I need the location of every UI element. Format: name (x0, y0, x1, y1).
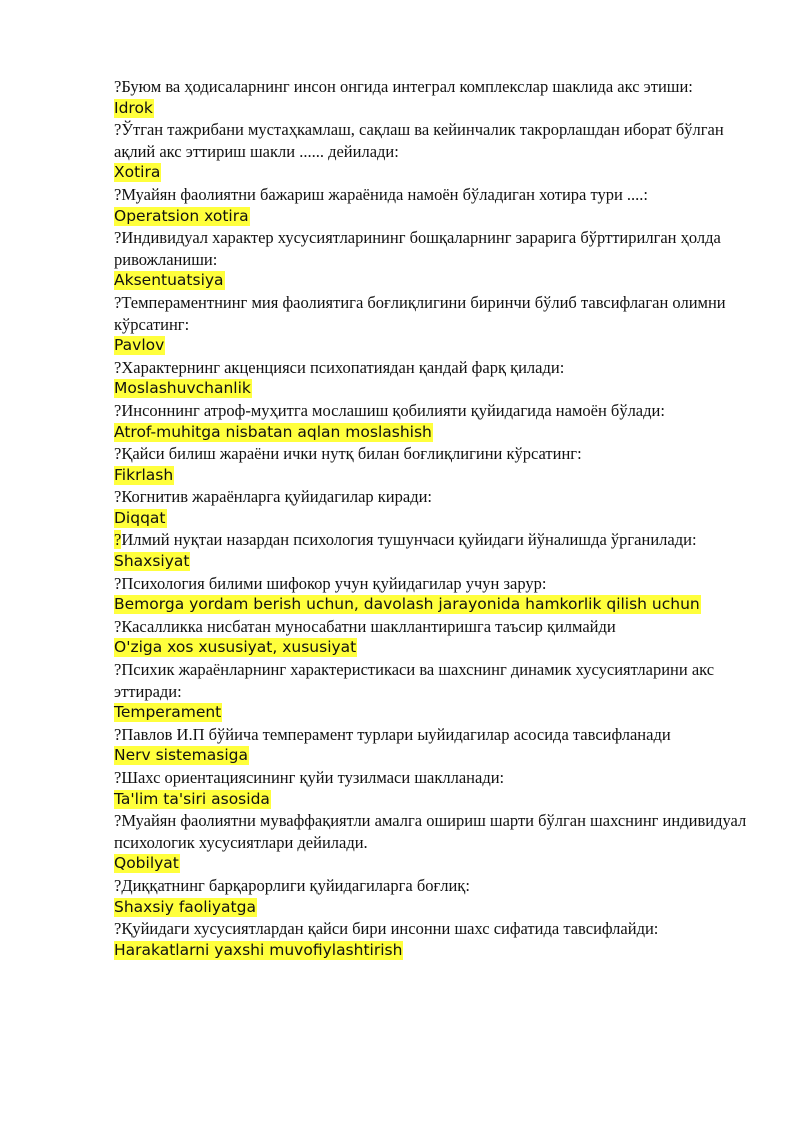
qa-item-17 (114, 875, 764, 918)
answer-highlight: Idrok (114, 98, 153, 117)
qa-item-4 (114, 227, 764, 292)
qa-item-8 (114, 443, 764, 486)
answer-highlight: Atrof-muhitga nisbatan aqlan moslashish (114, 422, 432, 441)
question-text-body: Илмий нуқтаи назардан психология тушунчаси қуйидаги йўналишда ўрганилади: (121, 530, 697, 550)
qa-item-2 (114, 119, 764, 184)
question-text: ?Қуйидаги хусусиятлардан қайси бири инсонни шахс сифатида тавсифлайди: (114, 919, 659, 939)
question-text: ?Индивидуал характер хусусиятларининг бошқаларнинг зарарига бўрттирилган ҳолда ривожланиши: (114, 228, 721, 269)
answer-highlight: Operatsion xotira (114, 206, 249, 225)
qa-item-16 (114, 810, 764, 875)
question-text: ?Муайян фаолиятни муваффақиятли амалга ошириш шарти бўлган шахснинг индивидуал психологик хусусиятлари дейилади. (114, 811, 747, 852)
answer-highlight: Qobilyat (114, 854, 179, 873)
qa-item-9 (114, 486, 764, 529)
qa-item-5 (114, 292, 764, 357)
qa-item-10 (114, 529, 764, 572)
answer-highlight: O'ziga xos xususiyat, xususiyat (114, 638, 357, 657)
question-marker-highlight: ? (114, 530, 122, 550)
question-text (114, 529, 764, 551)
qa-item-14 (114, 724, 764, 767)
answer-highlight: Pavlov (114, 336, 165, 355)
question-text: ?Буюм ва ҳодисаларнинг инсон онгида интеграл комплекслар шаклида акс этиши: (114, 77, 693, 96)
document-page (114, 76, 764, 961)
answer-highlight: Shaxsiy faoliyatga (114, 897, 256, 916)
question-text: ?Психик жараёнларнинг характеристикаси ва шахснинг динамик хусусиятларини акс эттиради: (114, 660, 715, 701)
qa-item-6 (114, 357, 764, 400)
question-text: ?Когнитив жараёнларга қуйидагилар киради: (114, 487, 433, 507)
answer-highlight: Moslashuvchanlik (114, 379, 251, 398)
answer-highlight: Ta'lim ta'siri asosida (114, 789, 270, 808)
question-text: ?Павлов И.П бўйича темперамент турлари ыуйидагилар асосида тавсифланади (114, 724, 671, 744)
answer-highlight: Nerv sistemasiga (114, 746, 248, 765)
question-text: ?Қайси билиш жараёни ички нутқ билан боғлиқлигини кўрсатинг: (114, 444, 582, 464)
qa-item-15 (114, 767, 764, 810)
qa-item-12 (114, 616, 764, 659)
answer-highlight: Harakatlarni yaxshi muvofiylashtirish (114, 940, 403, 959)
question-text: ?Муайян фаолиятни бажариш жараёнида намоён бўладиган хотира тури ....: (114, 184, 649, 204)
qa-item-3 (114, 184, 764, 227)
answer-highlight: Xotira (114, 163, 161, 182)
answer-highlight: Aksentuatsiya (114, 271, 224, 290)
answer-highlight: Shaxsiyat (114, 552, 190, 571)
answer-highlight: Fikrlash (114, 465, 174, 484)
qa-item-1 (114, 76, 764, 119)
question-text: ?Темпераментнинг мия фаолиятига боғлиқлигини биринчи бўлиб тавсифлаган олимни кўрсатинг: (114, 292, 726, 334)
question-text: ?Инсоннинг атроф-муҳитга мослашиш қобилияти қуйидагида намоён бўлади: (114, 400, 665, 420)
qa-item-18 (114, 918, 764, 961)
answer-highlight: Bemorga yordam berish uchun, davolash jarayonida hamkorlik qilish uchun (114, 595, 700, 614)
qa-item-13 (114, 659, 764, 724)
question-text: ?Характернинг акценцияси психопатиядан қандай фарқ қилади: (114, 357, 565, 377)
question-text: ?Диққатнинг барқарорлиги қуйидагиларга боғлиқ: (114, 875, 470, 895)
question-text: ?Ўтган тажрибани мустаҳкамлаш, сақлаш ва кейинчалик такрорлашдан иборат бўлган ақлий акс эттириш шакли ...... дейилади: (114, 120, 724, 161)
answer-highlight: Temperament (114, 703, 222, 722)
question-text: ?Психология билими шифокор учун қуйидагилар учун зарур: (114, 573, 547, 593)
question-text: ?Касалликка нисбатан муносабатни шакллантиришга таъсир қилмайди (114, 616, 616, 636)
question-text: ?Шахс ориентациясининг қуйи тузилмаси шаклланади: (114, 768, 505, 787)
qa-item-11 (114, 573, 764, 616)
qa-item-7 (114, 400, 764, 443)
answer-highlight: Diqqat (114, 508, 166, 527)
